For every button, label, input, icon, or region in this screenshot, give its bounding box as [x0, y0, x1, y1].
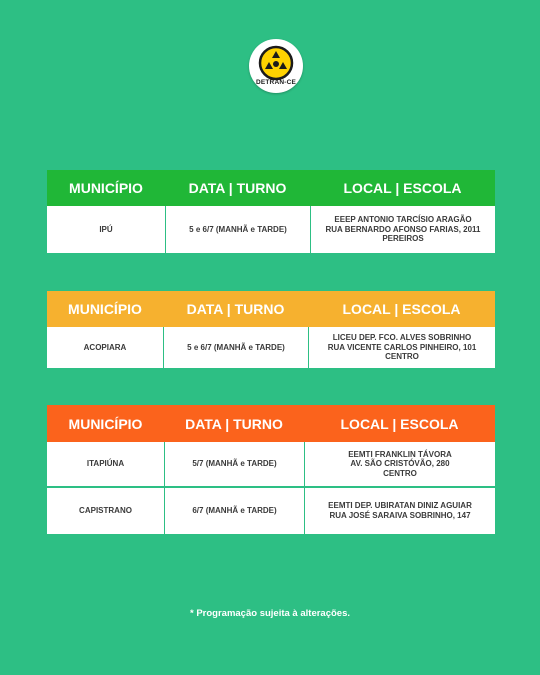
table-header — [47, 170, 495, 206]
header-local-escola: LOCAL | ESCOLA — [342, 301, 461, 317]
cell-data-turno: 5 e 6/7 (MANHÃ e TARDE) — [165, 206, 310, 253]
schedule-table-acopiara — [47, 291, 495, 368]
cell-local-escola — [304, 488, 495, 534]
local-line: CENTRO — [383, 468, 417, 478]
local-line: EEMTI FRANKLIN TÁVORA — [348, 449, 452, 459]
cell-local-escola — [310, 206, 495, 253]
table-row — [47, 488, 495, 534]
cell-local-escola — [308, 327, 495, 368]
table-row — [47, 327, 495, 368]
table-header — [47, 405, 495, 442]
table-row — [47, 442, 495, 488]
local-line: LICEU DEP. FCO. ALVES SOBRINHO — [332, 333, 472, 343]
local-line: EEEP ANTONIO TARCÍSIO ARAGÃO — [334, 215, 472, 225]
cell-municipio: ACOPIARA — [83, 342, 127, 352]
footnote: * Programação sujeita à alterações. — [190, 608, 350, 619]
local-line: EEMTI DEP. UBIRATAN DINIZ AGUIAR — [328, 501, 472, 511]
cell-municipio: IPÚ — [99, 224, 113, 234]
header-local-escola: LOCAL | ESCOLA — [343, 180, 462, 196]
logo-text: DETRAN-CE — [255, 79, 297, 86]
cell-municipio: ITAPIÚNA — [86, 459, 125, 469]
cell-data-turno: 5 e 6/7 (MANHÃ e TARDE) — [163, 327, 308, 368]
cell-municipio: CAPISTRANO — [79, 506, 132, 516]
local-line: AV. SÃO CRISTÓVÃO, 280 — [350, 459, 450, 469]
header-municipio: MUNICÍPIO — [68, 301, 142, 317]
cell-local-escola — [304, 442, 495, 486]
local-line: CENTRO — [385, 352, 419, 362]
header-municipio: MUNICÍPIO — [68, 415, 143, 432]
header-data-turno: DATA | TURNO — [188, 180, 287, 196]
local-line: RUA JOSÉ SARAIVA SOBRINHO, 147 — [329, 511, 471, 520]
schedule-table-ipu — [47, 170, 495, 253]
schedule-table-itapiuna-capistrano — [47, 405, 495, 534]
header-data-turno: DATA | TURNO — [185, 415, 283, 432]
local-line: PEREIROS — [382, 234, 424, 244]
local-line: RUA VICENTE CARLOS PINHEIRO, 101 — [327, 342, 477, 352]
table-header — [47, 291, 495, 327]
header-municipio: MUNICÍPIO — [69, 180, 143, 196]
header-local-escola: LOCAL | ESCOLA — [340, 415, 459, 432]
cell-data-turno: 6/7 (MANHÃ e TARDE) — [164, 488, 304, 534]
detran-logo — [249, 39, 303, 93]
cell-data-turno: 5/7 (MANHÃ e TARDE) — [164, 442, 304, 486]
local-line: RUA BERNARDO AFONSO FARIAS, 2011 — [325, 224, 481, 234]
header-data-turno: DATA | TURNO — [186, 301, 285, 317]
table-row — [47, 206, 495, 253]
